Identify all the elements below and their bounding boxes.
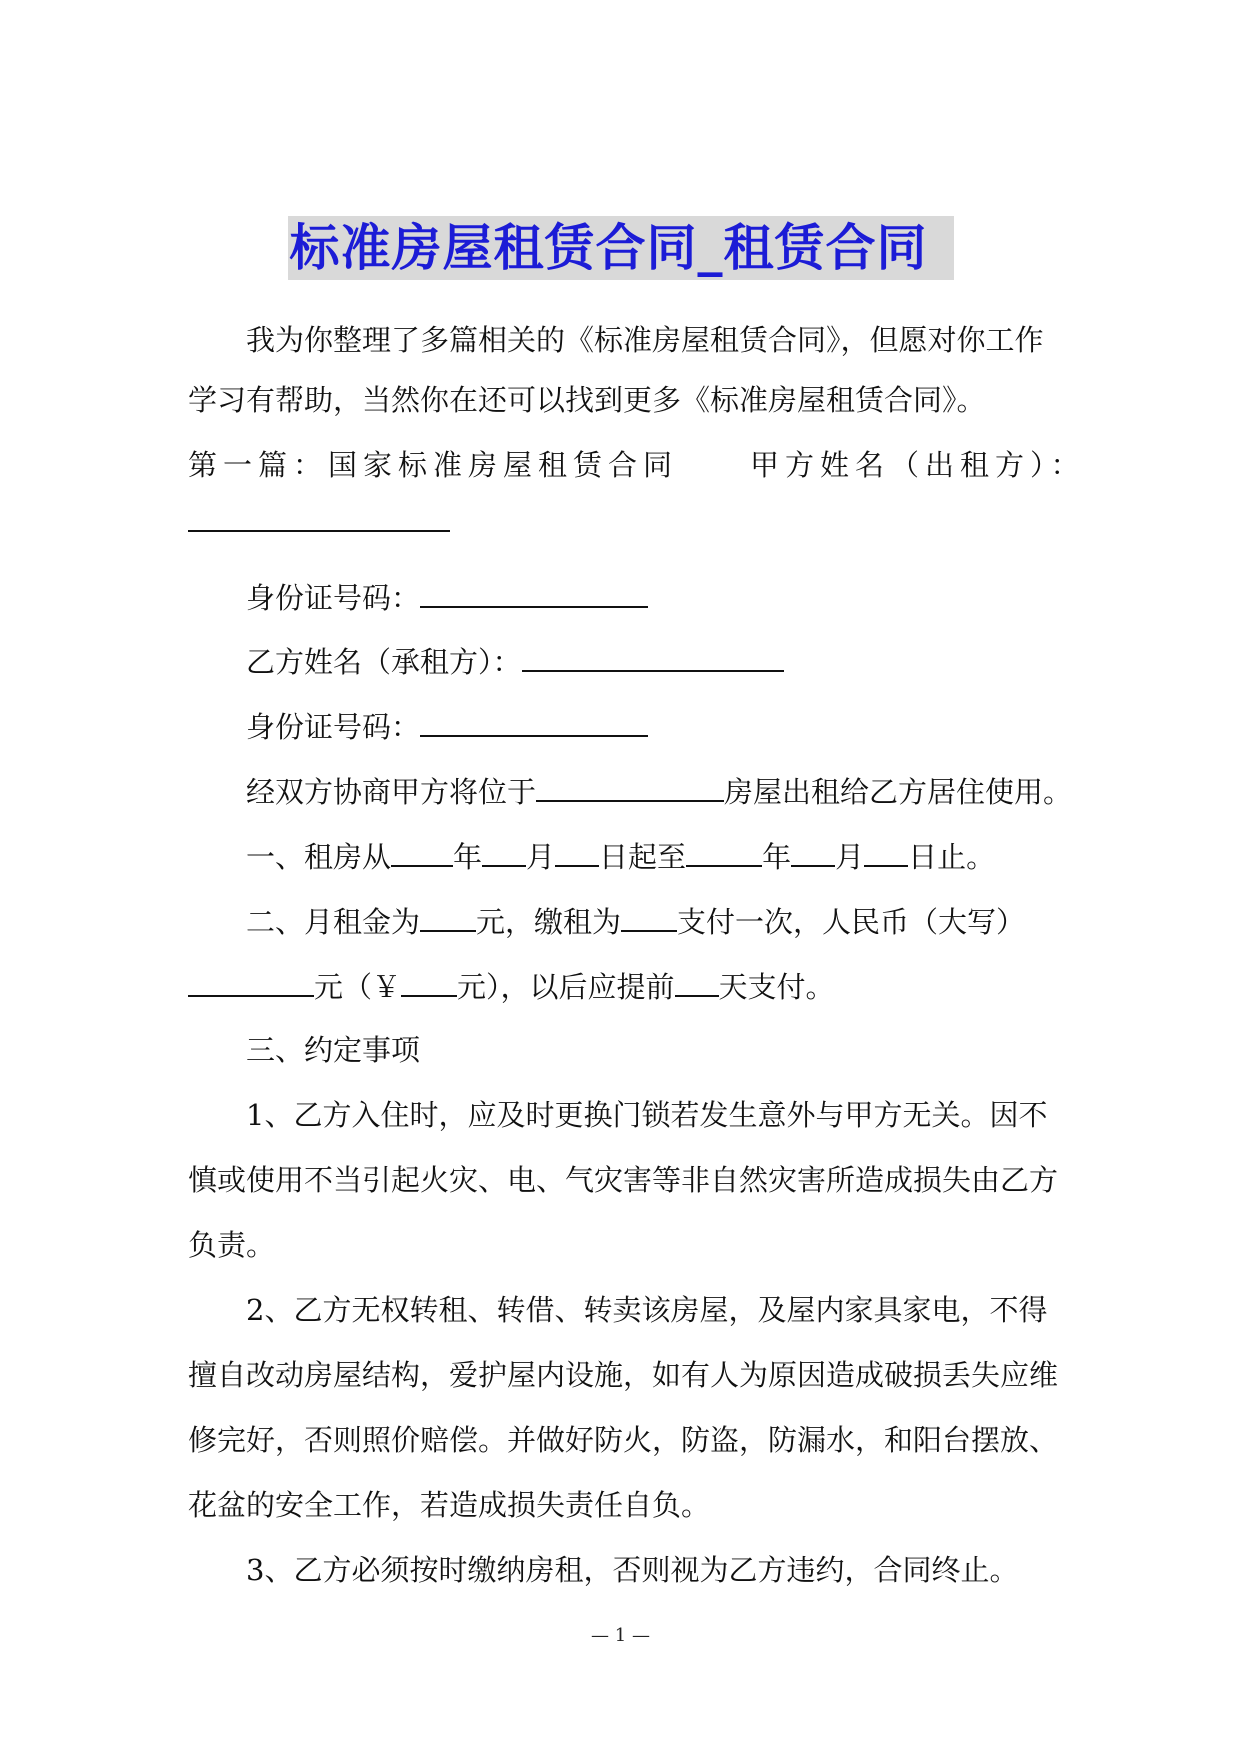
start-day-label: 日起至: [599, 840, 687, 874]
location-suffix: 房屋出租给乙方居住使用。: [724, 775, 1073, 809]
rent-uppercase-blank[interactable]: [188, 965, 314, 997]
title-container: [0, 216, 1241, 280]
party-a-id-blank[interactable]: [420, 576, 648, 608]
start-month-label: 月: [526, 840, 556, 874]
party-b-name-label: 乙方姓名（承租方）：: [246, 645, 522, 679]
term-prefix: 一、租房从: [246, 840, 392, 874]
document-title: 标准房屋租赁合同_租赁合同: [288, 216, 954, 280]
party-b-name-row: [246, 640, 784, 682]
advance-label: 元），以后应提前: [457, 970, 675, 1004]
party-a-name-blank[interactable]: [188, 500, 450, 532]
end-month-blank[interactable]: [791, 835, 835, 867]
end-year-label: 年: [762, 840, 792, 874]
chapter-heading: 第一篇：国家标准房屋租赁合同: [188, 448, 679, 482]
monthly-rent-blank[interactable]: [420, 900, 476, 932]
clause2-line-3: 修完好，否则照价赔偿。并做好防火，防盗，防漏水，和阳台摆放、: [188, 1423, 1059, 1457]
location-blank[interactable]: [536, 770, 724, 802]
location-row: [246, 770, 1072, 812]
rent-prefix: 二、月租金为: [246, 905, 421, 939]
start-year-blank[interactable]: [391, 835, 453, 867]
clause2-line-1: 2、乙方无权转租、转借、转卖该房屋，及屋内家具家电，不得: [246, 1293, 1048, 1327]
party-b-id-label: 身份证号码：: [246, 710, 421, 744]
rent-row-1: [246, 900, 1025, 942]
chapter-heading-row: [188, 445, 1086, 485]
start-year-label: 年: [453, 840, 483, 874]
rent-yen-blank[interactable]: [401, 965, 457, 997]
end-month-label: 月: [835, 840, 865, 874]
start-month-blank[interactable]: [482, 835, 526, 867]
end-year-blank[interactable]: [686, 835, 762, 867]
end-day-label: 日止。: [908, 840, 996, 874]
intro-paragraph-line-2: 学习有帮助，当然你在还可以找到更多《标准房屋租赁合同》。: [188, 383, 986, 417]
party-b-id-blank[interactable]: [420, 705, 648, 737]
end-day-blank[interactable]: [864, 835, 908, 867]
advance-days-blank[interactable]: [675, 965, 719, 997]
clause1-line-1: 1、乙方入住时，应及时更换门锁若发生意外与甲方无关。因不: [246, 1098, 1048, 1132]
party-b-id-row: [246, 705, 648, 747]
party-a-id-row: [246, 576, 648, 618]
start-day-blank[interactable]: [555, 835, 599, 867]
payment-period-blank[interactable]: [621, 900, 677, 932]
party-b-name-blank[interactable]: [522, 640, 784, 672]
rent-yuan-label: 元，缴租为: [476, 905, 622, 939]
clause2-line-2: 擅自改动房屋结构，爱护屋内设施，如有人为原因造成破损丢失应维: [188, 1358, 1059, 1392]
party-a-id-label: 身份证号码：: [246, 581, 421, 615]
term-row: [246, 835, 995, 877]
party-a-name-label: 甲方姓名（出租方）：: [750, 448, 1086, 482]
days-label: 天支付。: [718, 970, 835, 1004]
party-a-name-blank-row: [188, 500, 450, 542]
location-prefix: 经双方协商甲方将位于: [246, 775, 537, 809]
rent-yen-label: 元（￥: [314, 970, 402, 1004]
page-number: — 1 —: [591, 1625, 650, 1646]
clause1-line-2: 慎或使用不当引起火灾、电、气灾害等非自然灾害所造成损失由乙方: [188, 1163, 1059, 1197]
clause1-line-3: 负责。: [188, 1228, 276, 1262]
clause2-line-4: 花盆的安全工作，若造成损失责任自负。: [188, 1488, 711, 1522]
clause3-line-1: 3、乙方必须按时缴纳房租，否则视为乙方违约，合同终止。: [246, 1553, 1019, 1587]
pay-once-label: 支付一次，人民币（大写）: [677, 905, 1026, 939]
intro-paragraph-line-1: 我为你整理了多篇相关的《标准房屋租赁合同》，但愿对你工作: [246, 323, 1044, 357]
section3-heading: 三、约定事项: [246, 1033, 421, 1067]
rent-row-2: [188, 965, 835, 1007]
